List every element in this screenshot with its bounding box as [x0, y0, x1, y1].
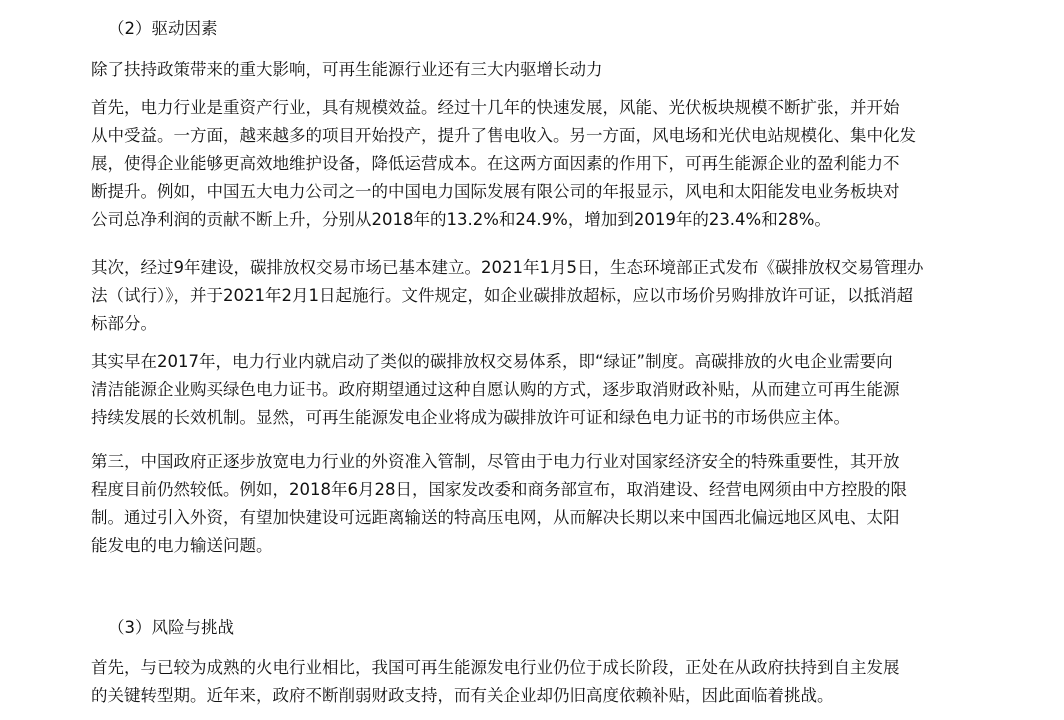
- paragraph-line: 法（试行）》，并于2021年2月1日起施行。文件规定，如企业碳排放超标，应以市场价另购排放许可证，以抵消超: [91, 286, 913, 305]
- paragraph-line: 断提升。例如，中国五大电力公司之一的中国电力国际发展有限公司的年报显示，风电和太阳能发电业务板块对: [91, 182, 900, 201]
- paragraph-line: 能发电的电力输送问题。: [91, 536, 273, 555]
- paragraph-line: 清洁能源企业购买绿色电力证书。政府期望通过这种自愿认购的方式，逐步取消财政补贴，从而建立可再生能源: [91, 380, 900, 399]
- paragraph-line: 首先，与已较为成熟的火电行业相比，我国可再生能源发电行业仍位于成长阶段，正处在从政府扶持到自主发展: [91, 658, 900, 677]
- paragraph-line: 其次，经过9年建设，碳排放权交易市场已基本建立。2021年1月5日，生态环境部正式发布《碳排放权交易管理办: [91, 258, 924, 277]
- paragraph-line: 的关键转型期。近年来，政府不断削弱财政支持，而有关企业却仍旧高度依赖补贴，因此面临着挑战。: [91, 686, 834, 705]
- paragraph-line: 制。通过引入外资，有望加快建设可远距离输送的特高压电网，从而解决长期以来中国西北偏远地区风电、太阳: [91, 508, 900, 527]
- section-3-heading: （3）风险与挑战: [108, 618, 234, 637]
- paragraph-line: 第三，中国政府正逐步放宽电力行业的外资准入管制，尽管由于电力行业对国家经济安全的特殊重要性，其开放: [91, 452, 900, 471]
- paragraph-first-driver: [91, 94, 981, 234]
- paragraph-third-driver: [91, 448, 981, 560]
- paragraph-line: 其实早在2017年，电力行业内就启动了类似的碳排放权交易体系，即“绿证”制度。高碳排放的火电企业需要向: [91, 352, 893, 371]
- intro-line: 除了扶持政策带来的重大影响，可再生能源行业还有三大内驱增长动力: [91, 60, 603, 79]
- paragraph-line: 程度目前仍然较低。例如，2018年6月28日，国家发改委和商务部宣布，取消建设、经营电网须由中方控股的限: [91, 480, 907, 499]
- paragraph-line: 展，使得企业能够更高效地维护设备，降低运营成本。在这两方面因素的作用下，可再生能源企业的盈利能力不: [91, 154, 900, 173]
- section-2-heading: （2）驱动因素: [108, 19, 218, 38]
- paragraph-line: 公司总净利润的贡献不断上升，分别从2018年的13.2%和24.9%，增加到2019年的23.4%和28%。: [91, 210, 831, 229]
- paragraph-risk: [91, 654, 981, 710]
- paragraph-green-certificate: [91, 348, 981, 432]
- section-2-intro: [91, 56, 981, 84]
- paragraph-line: 从中受益。一方面，越来越多的项目开始投产，提升了售电收入。另一方面，风电场和光伏电站规模化、集中化发: [91, 126, 916, 145]
- paragraph-line: 标部分。: [91, 314, 157, 333]
- paragraph-line: 持续发展的长效机制。显然，可再生能源发电企业将成为碳排放许可证和绿色电力证书的市场供应主体。: [91, 408, 850, 427]
- paragraph-second-driver: [91, 254, 981, 338]
- paragraph-line: 首先，电力行业是重资产行业，具有规模效益。经过十几年的快速发展，风能、光伏板块规模不断扩张，并开始: [91, 98, 900, 117]
